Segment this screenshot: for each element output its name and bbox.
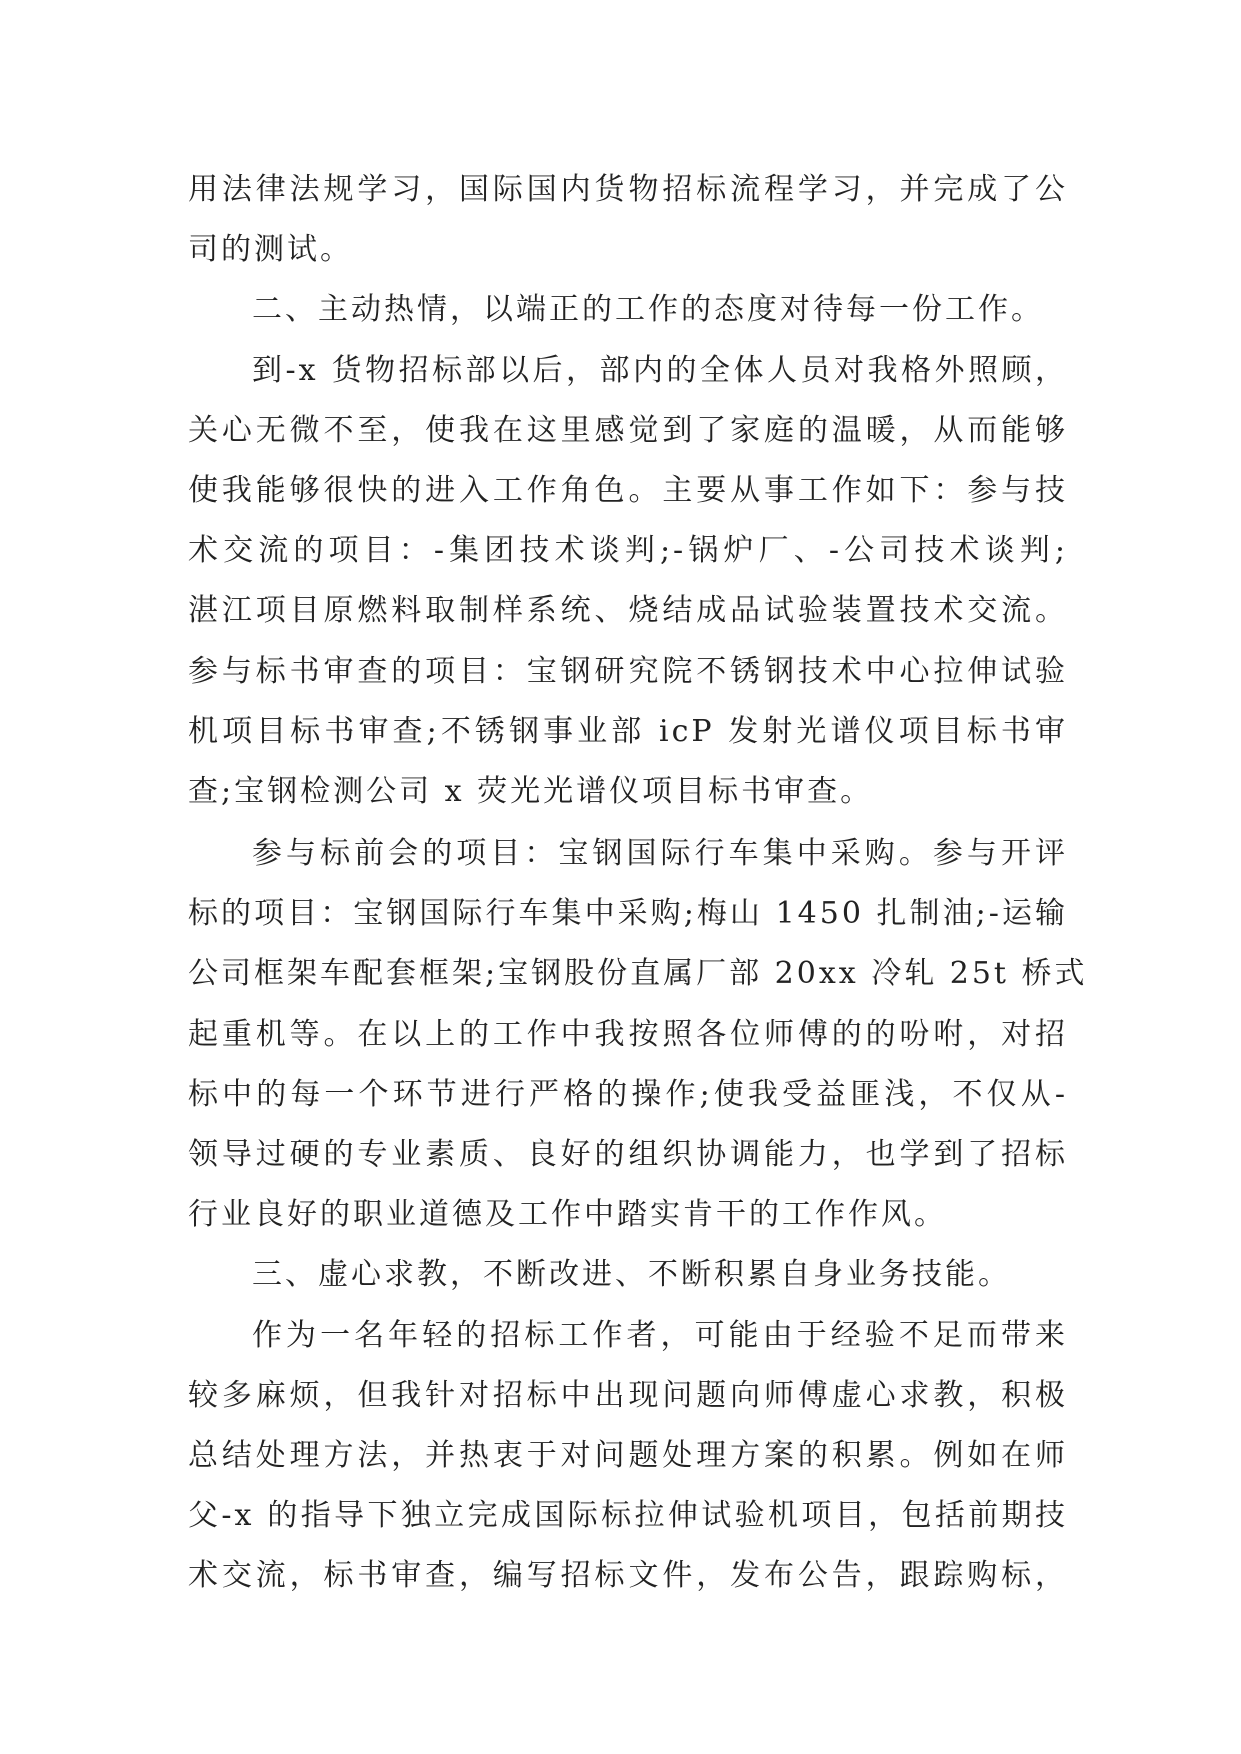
text-line: 领导过硬的专业素质、良好的组织协调能力，也学到了招标 (188, 1137, 1068, 1172)
text-line: 较多麻烦，但我针对招标中出现问题向师傅虚心求教，积极 (188, 1377, 1068, 1413)
text-line: 湛江项目原燃料取制样系统、烧结成品试验装置技术交流。 (188, 593, 1068, 629)
text-line: 术交流，标书审查，编写招标文件，发布公告，跟踪购标， (188, 1558, 1068, 1594)
text-line: 行业良好的职业道德及工作中踏实肯干的工作作风。 (188, 1197, 947, 1233)
text-line: 标的项目：宝钢国际行车集中采购;梅山 1450 扎制油;-运输 (188, 896, 1068, 932)
text-line: 查;宝钢检测公司 x 荧光光谱仪项目标书审查。 (188, 773, 874, 809)
text-line: 使我能够很快的进入工作角色。主要从事工作如下：参与技 (188, 472, 1068, 508)
text-line: 参与标前会的项目：宝钢国际行车集中采购。参与开评 (252, 836, 1068, 872)
section-heading: 三、虚心求教，不断改进、不断积累自身业务技能。 (252, 1257, 1011, 1293)
text-line: 总结处理方法，并热衷于对问题处理方案的积累。例如在师 (188, 1437, 1068, 1473)
text-line: 关心无微不至，使我在这里感觉到了家庭的温暖，从而能够 (188, 412, 1068, 448)
text-line: 作为一名年轻的招标工作者，可能由于经验不足而带来 (252, 1317, 1068, 1353)
document-body (188, 160, 1088, 1607)
text-line: 用法律法规学习，国际国内货物招标流程学习，并完成了公 (188, 172, 1068, 207)
text-line: 标中的每一个环节进行严格的操作;使我受益匪浅，不仅从- (188, 1076, 1068, 1112)
text-line: 参与标书审查的项目：宝钢研究院不锈钢技术中心拉伸试验 (188, 653, 1068, 689)
text-line: 公司框架车配套框架;宝钢股份直属厂部 20xx 冷轧 25t 桥式 (188, 956, 1088, 992)
text-line: 父-x 的指导下独立完成国际标拉伸试验机项目，包括前期技 (188, 1498, 1068, 1534)
text-line: 司的测试。 (188, 232, 353, 268)
text-line: 机项目标书审查;不锈钢事业部 icP 发射光谱仪项目标书审 (188, 713, 1068, 749)
text-line: 术交流的项目：-集团技术谈判;-锅炉厂、-公司技术谈判; (188, 533, 1068, 569)
text-line: 到-x 货物招标部以后，部内的全体人员对我格外照顾， (252, 352, 1068, 388)
section-heading: 二、主动热情，以端正的工作的态度对待每一份工作。 (252, 292, 1044, 328)
text-line: 起重机等。在以上的工作中我按照各位师傅的的吩咐，对招 (188, 1016, 1068, 1052)
